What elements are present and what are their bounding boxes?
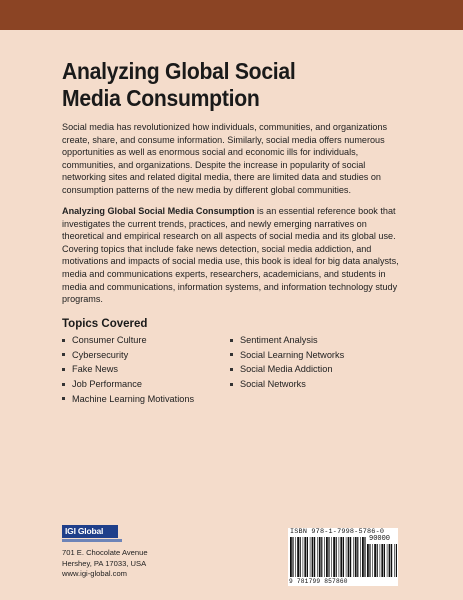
topics-list-left <box>62 333 194 407</box>
description-paragraph-2 <box>62 205 407 306</box>
description-paragraph-2-text: is an essential reference book that investigates the current trends, practices, and newly emerging narratives on theoretical and empirical research on all aspects of social media and its global use. Covering topics that include fake news detection, social media addiction, and motivations and impacts of social media use, this book is ideal for big data analysts, media and communications experts, researchers, academicians, and students in media and communications, information systems, and information technology study programs. <box>62 206 399 305</box>
publisher-logo-underline <box>62 539 122 542</box>
isbn-barcode-icon <box>290 537 366 577</box>
title-line-2: Media Consumption <box>62 85 260 111</box>
title-line-1: Analyzing Global Social <box>62 58 296 84</box>
address-line-1: 701 E. Chocolate Avenue <box>62 548 148 557</box>
book-title-inline: Analyzing Global Social Media Consumption <box>62 206 255 216</box>
isbn-label: ISBN 978-1-7998-5786-0 <box>290 528 385 536</box>
publisher-address <box>62 548 148 580</box>
price-barcode-icon <box>367 544 397 577</box>
topics-list-right <box>230 333 344 392</box>
topic-item: Job Performance <box>62 377 194 392</box>
top-color-band <box>0 0 463 30</box>
topic-item: Cybersecurity <box>62 348 194 363</box>
topic-item: Social Media Addiction <box>230 362 344 377</box>
topic-item: Social Learning Networks <box>230 348 344 363</box>
publisher-logo: IGI Global <box>62 525 118 538</box>
book-title <box>62 58 393 112</box>
topic-item: Social Networks <box>230 377 344 392</box>
topic-item: Consumer Culture <box>62 333 194 348</box>
description-paragraph-1: Social media has revolutionized how individuals, communities, and organizations create, share, and consume information. Similarly, social media offers numerous opportunities as well as enormous social and economic ills for individuals, communities, and organizations. Despite the increase in popularity of social networking sites and related digital media, there are limited data and studies on consumption patterns of the new media by different global communities. <box>62 122 388 195</box>
publisher-website: www.igi-global.com <box>62 569 127 578</box>
address-line-2: Hershey, PA 17033, USA <box>62 558 147 568</box>
barcode-digits: 9 781799 857860 <box>289 578 348 585</box>
topic-item: Fake News <box>62 362 194 377</box>
price-addon-number: 90000 <box>369 535 391 543</box>
topic-item: Machine Learning Motivations <box>62 392 194 407</box>
topic-item: Sentiment Analysis <box>230 333 344 348</box>
topics-heading: Topics Covered <box>62 318 148 330</box>
